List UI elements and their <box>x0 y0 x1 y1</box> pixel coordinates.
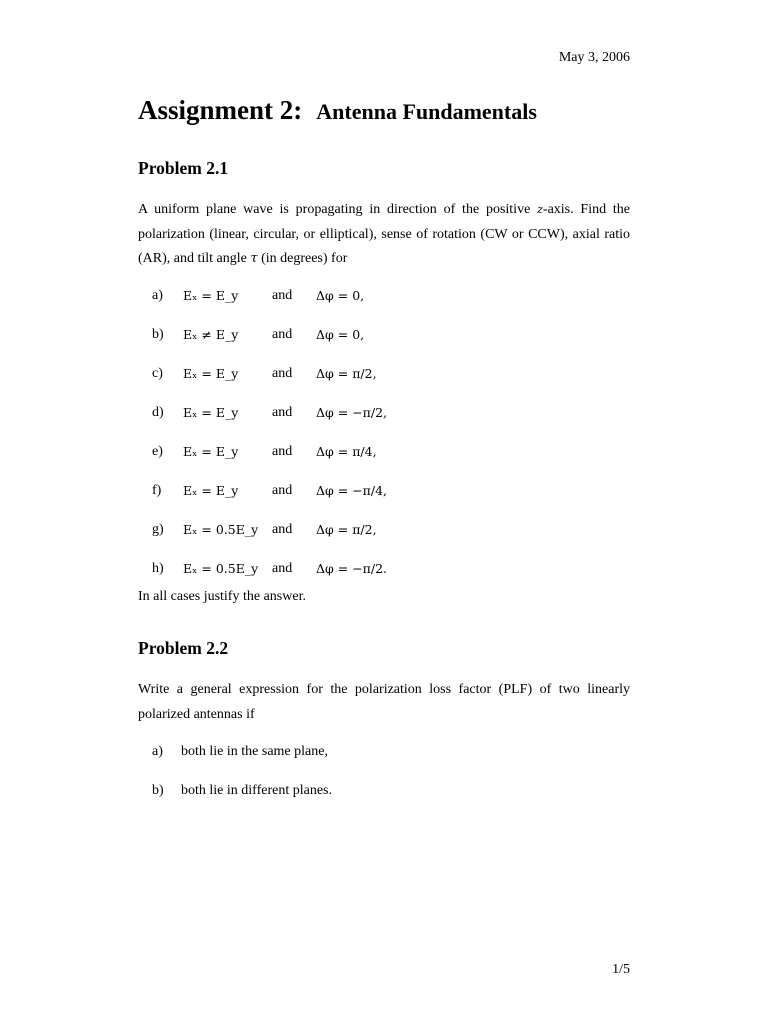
item-conjunction: and <box>272 366 293 381</box>
item-conjunction: and <box>272 522 293 537</box>
item-conjunction: and <box>272 561 293 576</box>
item-label: e) <box>152 444 163 459</box>
item-label: f) <box>152 483 162 498</box>
item-condition: Eₓ ≠ E_y <box>183 327 239 342</box>
item-phase: Δφ = π/2, <box>316 522 377 537</box>
item-conjunction: and <box>272 483 293 498</box>
intro-var-tau: τ <box>250 251 258 266</box>
item-condition: Eₓ = E_y <box>183 444 239 459</box>
item-text: both lie in the same plane, <box>181 744 328 759</box>
item-condition: Eₓ = E_y <box>183 366 239 381</box>
intro-var-z: z <box>537 203 543 216</box>
problem-2-1-heading: Problem 2.1 <box>138 158 229 178</box>
intro-text-1: A uniform plane wave is propagating in direction of the positive <box>138 202 531 217</box>
problem-2-2-heading: Problem 2.2 <box>138 638 229 658</box>
document-date: May 3, 2006 <box>558 50 630 65</box>
title-main: Assignment 2: <box>138 95 303 125</box>
item-label: b) <box>152 327 164 342</box>
item-condition: Eₓ = 0.5E_y <box>183 522 259 537</box>
item-phase: Δφ = 0, <box>316 288 365 303</box>
intro-text-2: -axis. Find the polarization (linear, circular, or elliptical), sense of rotation (CW or CCW), axial ratio (AR), and tilt angle <box>138 202 631 266</box>
item-label: h) <box>152 561 164 576</box>
problem-2-2-intro: Write a general expression for the polarization loss factor (PLF) of two linearly polarized antennas if <box>138 682 630 722</box>
item-phase: Δφ = π/2, <box>316 366 377 381</box>
item-label: b) <box>152 783 164 798</box>
item-conjunction: and <box>272 405 293 420</box>
item-condition: Eₓ = E_y <box>183 288 239 303</box>
item-conjunction: and <box>272 444 293 459</box>
item-conjunction: and <box>272 288 293 303</box>
assignment-title <box>138 95 537 126</box>
item-label: g) <box>152 522 164 537</box>
title-sub: Antenna Fundamentals <box>316 99 537 124</box>
item-conjunction: and <box>272 327 293 342</box>
problem-2-1-closing: In all cases justify the answer. <box>138 589 306 604</box>
item-phase: Δφ = 0, <box>316 327 365 342</box>
item-label: a) <box>152 288 163 303</box>
item-label: d) <box>152 405 164 420</box>
item-condition: Eₓ = E_y <box>183 483 239 498</box>
item-phase: Δφ = −π/4, <box>316 483 388 498</box>
item-condition: Eₓ = E_y <box>183 405 239 420</box>
item-text: both lie in different planes. <box>181 783 332 798</box>
item-label: c) <box>152 366 163 381</box>
item-phase: Δφ = π/4, <box>316 444 377 459</box>
intro-text-3: (in degrees) for <box>261 251 348 266</box>
item-phase: Δφ = −π/2, <box>316 405 388 420</box>
item-label: a) <box>152 744 163 759</box>
problem-2-1-intro <box>138 198 630 272</box>
item-phase: Δφ = −π/2. <box>316 561 388 576</box>
page-number: 1/5 <box>612 962 630 977</box>
item-condition: Eₓ = 0.5E_y <box>183 561 259 576</box>
